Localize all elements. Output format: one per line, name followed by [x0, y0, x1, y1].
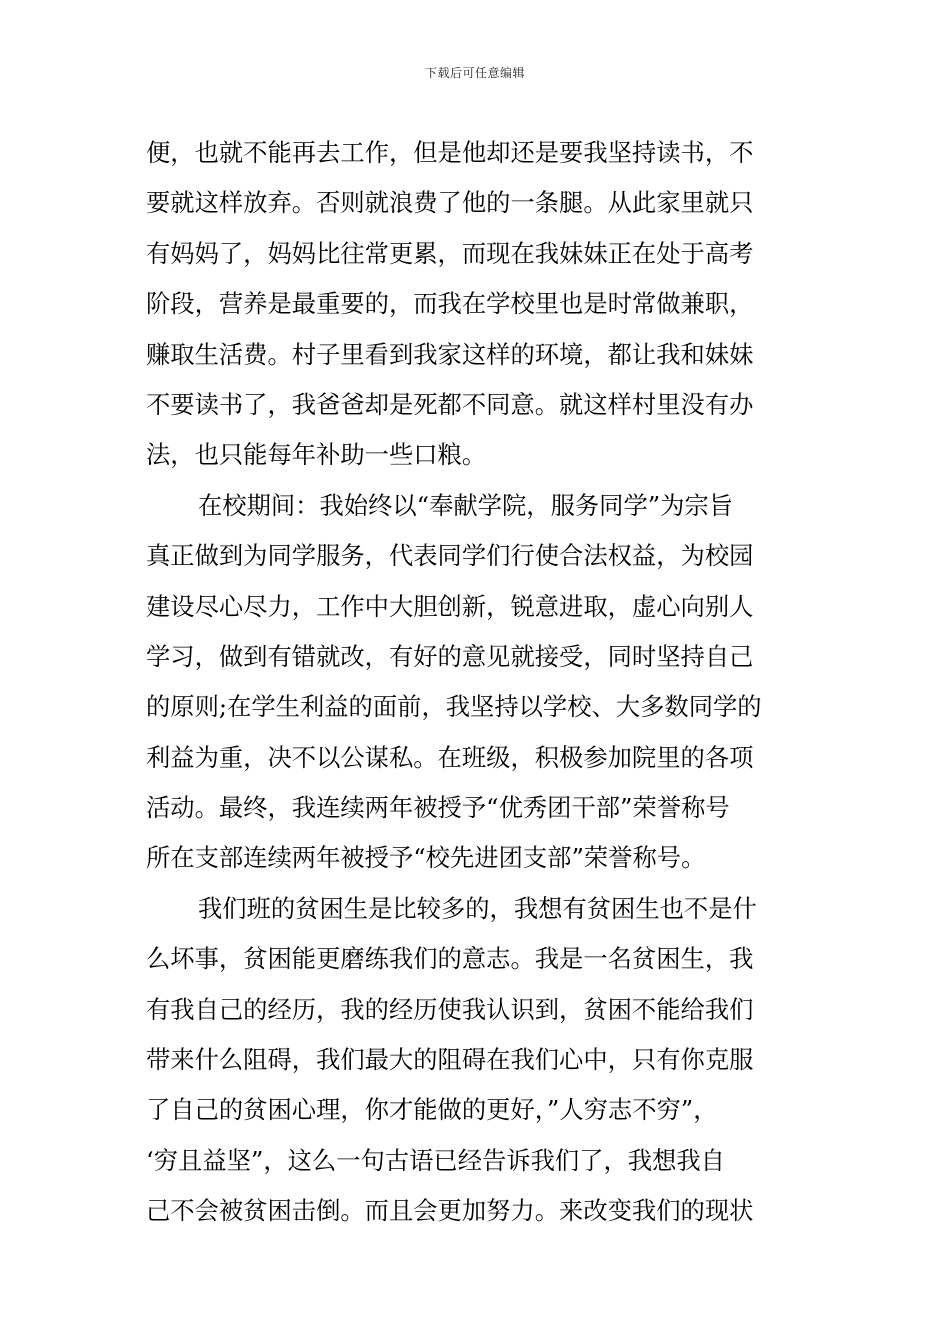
text-line: 法，也只能每年补助一些口粮。 [146, 440, 487, 470]
text-line: 赚取生活费。村子里看到我家这样的环境，都让我和妹妹 [146, 339, 754, 369]
text-line: 不要读书了，我爸爸却是死都不同意。就这样村里没有办 [146, 389, 754, 419]
text-line: 了自己的贫困心理，你才能做的更好，”人穷志不穷”， [146, 1095, 718, 1125]
paragraph-start-line: 我们班的贫困生是比较多的，我想有贫困生也不是什 [198, 893, 757, 923]
text-line: 己不会被贫困击倒。而且会更加努力。来改变我们的现状 [146, 1196, 754, 1226]
text-line: 建设尽心尽力，工作中大胆创新，锐意进取，虚心向别人 [146, 591, 754, 621]
text-line: 带来什么阻碍，我们最大的阻碍在我们心中，只有你克服 [146, 1045, 754, 1075]
text-line: 的原则;在学生利益的面前，我坚持以学校、大多数同学的 [146, 692, 762, 722]
document-body [146, 128, 808, 1237]
text-line: ‘穷且益坚”，这么一句古语已经告诉我们了，我想我自 [146, 1145, 725, 1175]
text-line: 要就这样放弃。否则就浪费了他的一条腿。从此家里就只 [146, 188, 754, 218]
paragraph-start-line: 在校期间：我始终以“奉献学院，服务同学”为宗旨 [198, 490, 734, 520]
text-line: 有我自己的经历，我的经历使我认识到，贫困不能给我们 [146, 994, 754, 1024]
text-line: 有妈妈了，妈妈比往常更累，而现在我妹妹正在处于高考 [146, 238, 754, 268]
text-line: 利益为重，决不以公谋私。在班级，积极参加院里的各项 [146, 742, 754, 772]
page-header: 下载后可任意编辑 [424, 66, 525, 80]
text-line: 阶段，营养是最重要的，而我在学校里也是时常做兼职， [146, 289, 754, 319]
text-line: 活动。最终，我连续两年被授予“优秀团干部”荣誉称号 [146, 793, 730, 823]
text-line: 真正做到为同学服务，代表同学们行使合法权益，为校园 [146, 541, 754, 571]
text-line: 么坏事，贫困能更磨练我们的意志。我是一名贫困生，我 [146, 944, 754, 974]
text-line: 所在支部连续两年被授予“校先进团支部”荣誉称号。 [146, 843, 706, 873]
text-line: 便，也就不能再去工作，但是他却还是要我坚持读书，不 [146, 138, 754, 167]
text-line: 学习，做到有错就改，有好的意见就接受，同时坚持自己 [146, 641, 754, 671]
